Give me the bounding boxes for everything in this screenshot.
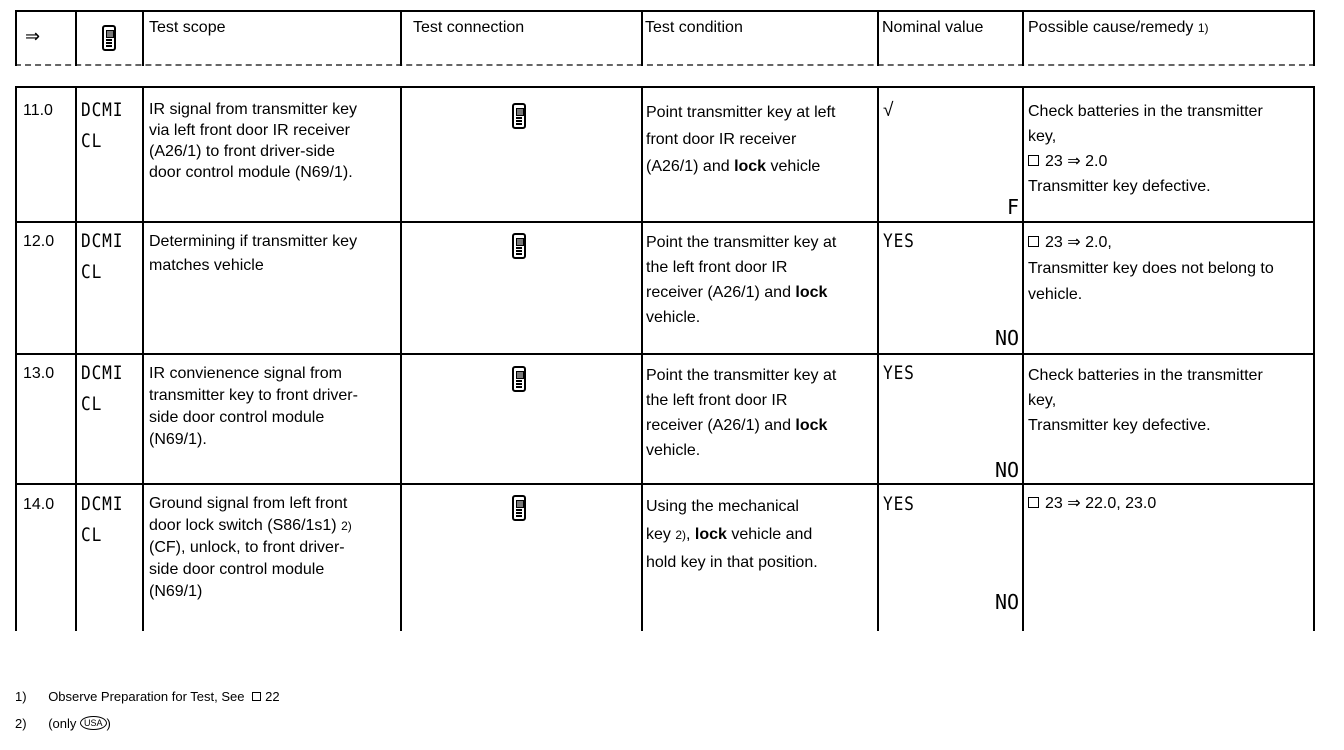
footnote-2 (15, 716, 111, 731)
condition-line: Point transmitter key at left (646, 104, 836, 121)
condition-line: Point the transmitter key at (646, 234, 837, 251)
footnote-ref: 22 (265, 689, 280, 704)
test-condition (646, 493, 818, 577)
possible-cause (1028, 230, 1274, 308)
nominal-bottom: F (1007, 195, 1020, 219)
step-number: 11.0 (23, 102, 53, 119)
tester-icon (512, 366, 526, 392)
column-divider (641, 88, 643, 631)
footnote-ref: 1) (1197, 21, 1209, 35)
footnote-ref: 2) (675, 528, 687, 542)
tester-icon (512, 495, 526, 521)
test-scope (149, 493, 352, 603)
header-test-connection: Test connection (413, 19, 525, 36)
footnote-1 (15, 689, 280, 704)
possible-cause (1028, 493, 1156, 514)
scope-line: side door control module (149, 561, 325, 578)
nominal-top: YES (883, 362, 915, 384)
scope-line: IR signal from transmitter key (149, 101, 358, 118)
header-test-condition: Test condition (645, 19, 743, 36)
possible-cause (1028, 99, 1263, 199)
condition-keyword: lock (694, 526, 727, 543)
display-code: DCMI (81, 99, 124, 121)
step-number: 14.0 (23, 496, 55, 513)
header-possible-cause-label: Possible cause/remedy (1028, 19, 1194, 36)
header-divider (15, 64, 1315, 66)
remedy-line: vehicle. (1028, 286, 1083, 303)
column-divider (142, 12, 144, 66)
display-code: CL (81, 524, 103, 546)
remedy-line (1028, 493, 1156, 514)
remedy-line: Transmitter key defective. (1028, 178, 1211, 195)
scope-line: (N69/1). (149, 431, 207, 448)
condition-line: hold key in that position. (646, 554, 818, 571)
condition-keyword: lock (795, 417, 828, 434)
condition-line: front door IR receiver (646, 131, 797, 148)
header-test-scope: Test scope (149, 19, 226, 36)
condition-text: (A26/1) and (646, 158, 735, 175)
nominal-bottom: NO (995, 326, 1020, 350)
reference-box-icon (252, 692, 261, 701)
column-divider (877, 12, 879, 66)
scope-line: matches vehicle (149, 257, 264, 274)
row-divider (17, 353, 1313, 355)
column-divider (75, 12, 77, 66)
row-divider (17, 221, 1313, 223)
column-divider (1022, 12, 1024, 66)
scope-line: transmitter key to front driver- (149, 387, 358, 404)
condition-text: vehicle (766, 158, 821, 175)
display-code: DCMI (81, 493, 124, 515)
scope-line: side door control module (149, 409, 325, 426)
condition-line: Using the mechanical (646, 498, 799, 515)
arrow-icon: ⇒ (25, 26, 41, 46)
table-header (15, 10, 1315, 66)
tester-icon (512, 233, 526, 259)
test-scope (149, 363, 358, 451)
condition-line: Point the transmitter key at (646, 367, 837, 384)
condition-line (646, 280, 836, 305)
condition-text: vehicle and (726, 526, 813, 543)
remedy-line (1028, 149, 1263, 174)
nominal-top: YES (883, 230, 915, 252)
condition-line: vehicle. (646, 442, 701, 459)
display-code: CL (81, 130, 103, 152)
scope-text: door lock switch (S86/1s1) (149, 517, 337, 534)
remedy-line: key, (1028, 128, 1057, 145)
column-divider (1022, 88, 1024, 631)
footnote-text: ) (106, 716, 111, 731)
test-scope (149, 99, 357, 183)
remedy-line: Check batteries in the transmitter (1028, 367, 1263, 384)
row-divider (17, 483, 1313, 485)
condition-keyword: lock (734, 158, 767, 175)
scope-line: (CF), unlock, to front driver- (149, 539, 345, 556)
test-condition (646, 230, 836, 330)
condition-line: the left front door IR (646, 259, 788, 276)
scope-line: (A26/1) to front driver-side (149, 143, 335, 160)
display-code: CL (81, 261, 103, 283)
tester-icon (102, 25, 116, 51)
column-divider (75, 88, 77, 631)
reference-box-icon (1028, 236, 1039, 247)
remedy-ref: 23 ⇒ 2.0 (1045, 153, 1108, 170)
remedy-ref: 23 ⇒ 22.0, 23.0 (1045, 495, 1157, 512)
test-table (15, 86, 1315, 631)
remedy-line: Transmitter key defective. (1028, 417, 1211, 434)
header-nominal-value: Nominal value (882, 19, 984, 36)
scope-line: via left front door IR receiver (149, 122, 350, 139)
test-condition (646, 99, 835, 180)
condition-line (646, 153, 835, 180)
display-code: CL (81, 393, 103, 415)
remedy-ref: 23 ⇒ 2.0, (1045, 234, 1112, 251)
display-code: DCMI (81, 230, 124, 252)
column-divider (400, 12, 402, 66)
column-divider (877, 88, 879, 631)
test-scope (149, 230, 357, 278)
remedy-line (1028, 230, 1274, 256)
usa-badge-icon: USA (80, 716, 107, 730)
possible-cause (1028, 363, 1263, 438)
footnote-ref: 2) (341, 519, 352, 533)
step-number: 13.0 (23, 365, 55, 382)
footnote-number: 2) (15, 716, 27, 731)
scope-line: Determining if transmitter key (149, 233, 358, 250)
condition-line (646, 521, 818, 549)
nominal-top: YES (883, 493, 915, 515)
condition-text: receiver (A26/1) and (646, 284, 796, 301)
remedy-line: Transmitter key does not belong to (1028, 260, 1274, 277)
condition-keyword: lock (795, 284, 828, 301)
header-possible-cause (1028, 18, 1209, 38)
test-condition (646, 363, 836, 463)
step-number: 12.0 (23, 233, 55, 250)
scope-line: (N69/1) (149, 583, 203, 600)
nominal-bottom: NO (995, 590, 1020, 614)
footnote-number: 1) (15, 689, 27, 704)
scope-line: Ground signal from left front (149, 495, 348, 512)
condition-line: the left front door IR (646, 392, 788, 409)
reference-box-icon (1028, 497, 1039, 508)
column-divider (142, 88, 144, 631)
tester-icon (512, 103, 526, 129)
condition-text: receiver (A26/1) and (646, 417, 796, 434)
check-mark: √ (883, 100, 894, 121)
column-divider (400, 88, 402, 631)
display-code: DCMI (81, 362, 124, 384)
column-divider (641, 12, 643, 66)
reference-box-icon (1028, 155, 1039, 166)
remedy-line: key, (1028, 392, 1057, 409)
scope-line: door control module (N69/1). (149, 164, 353, 181)
footnote-text: (only (48, 716, 77, 731)
condition-line (646, 413, 836, 438)
condition-text: key (646, 526, 671, 543)
nominal-bottom: NO (995, 458, 1020, 482)
scope-line (149, 515, 352, 537)
condition-line: vehicle. (646, 309, 701, 326)
footnote-text: Observe Preparation for Test, See (48, 689, 245, 704)
condition-text: , (686, 526, 695, 543)
scope-line: IR convienence signal from (149, 365, 342, 382)
remedy-line: Check batteries in the transmitter (1028, 103, 1263, 120)
